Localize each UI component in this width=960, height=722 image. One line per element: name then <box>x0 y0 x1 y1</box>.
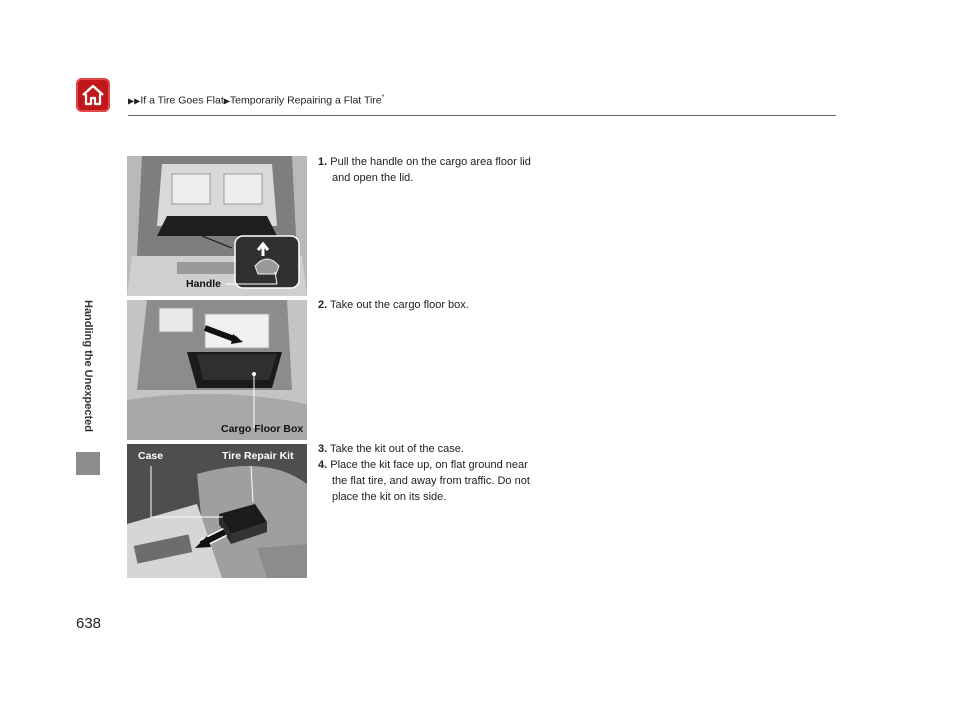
step-text: Take out the cargo floor box. <box>330 299 469 311</box>
step-text: Pull the handle on the cargo area floor lid <box>330 156 531 168</box>
cargo-floor-box-callout: Cargo Floor Box <box>221 423 304 435</box>
step-text: the flat tire, and away from traffic. Do not <box>332 475 530 487</box>
step-text: place the kit on its side. <box>332 491 447 503</box>
step-4 <box>318 457 568 505</box>
step-1 <box>318 154 568 186</box>
tire-repair-kit-callout: Tire Repair Kit <box>222 450 294 462</box>
breadcrumb-item-flat-tire[interactable]: If a Tire Goes Flat <box>140 94 224 107</box>
step-text: Place the kit face up, on flat ground near <box>330 459 528 471</box>
section-label: Handling the Unexpected <box>82 300 94 433</box>
step-3 <box>318 441 568 457</box>
arrow-icon: ▶▶ <box>128 96 141 106</box>
step-number: 2. <box>318 299 328 311</box>
case-callout: Case <box>138 450 164 462</box>
step-text: and open the lid. <box>332 172 414 184</box>
cargo-floor-box-image <box>127 300 307 440</box>
cargo-floor-handle-image <box>127 156 307 296</box>
tire-repair-kit-image <box>127 444 307 578</box>
step-number: 4. <box>318 459 328 471</box>
handle-callout: Handle <box>186 278 222 290</box>
page-number: 638 <box>76 615 102 632</box>
step-number: 3. <box>318 443 328 455</box>
step-2 <box>318 297 568 313</box>
header-divider <box>128 115 836 116</box>
breadcrumb-item-repair[interactable]: Temporarily Repairing a Flat Tire <box>229 94 382 107</box>
footnote-mark: * <box>381 94 385 101</box>
arrow-icon: ▶ <box>223 96 230 106</box>
step-text: Take the kit out of the case. <box>330 443 464 455</box>
step-number: 1. <box>318 156 328 168</box>
home-button[interactable] <box>76 78 110 112</box>
section-tab[interactable] <box>76 452 100 475</box>
home-icon <box>80 82 106 108</box>
breadcrumb <box>128 94 384 107</box>
